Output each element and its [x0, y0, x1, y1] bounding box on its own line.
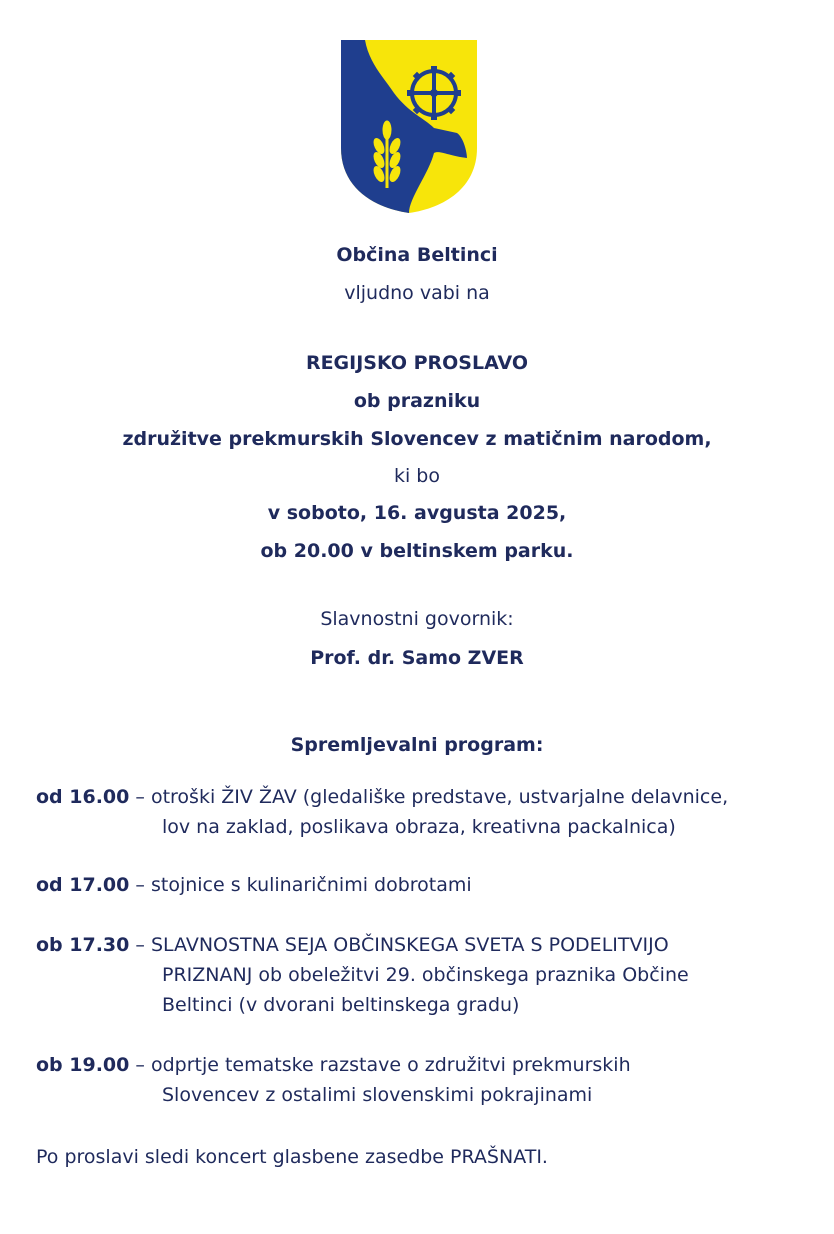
- event-title: REGIJSKO PROSLAVO: [305, 352, 529, 374]
- program-description-cont: Beltinci (v dvorani beltinskega gradu): [162, 994, 520, 1016]
- program-time: ob 19.00: [36, 1054, 130, 1076]
- program-item: ob 17.30 – SLAVNOSTNA SEJA OBČINSKEGA SVETA S PODELITVIJO: [36, 934, 669, 956]
- program-item: ob 19.00 – odprtje tematske razstave o združitvi prekmurskih: [36, 1054, 631, 1076]
- program-time: od 16.00: [36, 786, 130, 808]
- event-occasion: ob prazniku: [353, 390, 481, 412]
- event-occasion-detail: združitve prekmurskih Slovencev z matičnim narodom,: [122, 428, 712, 450]
- program-time: od 17.00: [36, 874, 130, 896]
- footer-note: Po proslavi sledi koncert glasbene zasedbe PRAŠNATI.: [36, 1146, 548, 1168]
- event-date: v soboto, 16. avgusta 2025,: [267, 502, 567, 524]
- program-description: odprtje tematske razstave o združitvi prekmurskih: [150, 1054, 631, 1076]
- program-description-cont: PRIZNANJ ob obeležitvi 29. občinskega praznika Občine: [162, 964, 689, 986]
- program-description: stojnice s kulinaričnimi dobrotami: [150, 874, 472, 896]
- coat-of-arms-logo: [339, 38, 479, 214]
- invitation-phrase: vljudno vabi na: [344, 282, 490, 304]
- program-description-cont: Slovencev z ostalimi slovenskimi pokrajinami: [162, 1084, 593, 1106]
- event-time-place: ob 20.00 v beltinskem parku.: [260, 540, 574, 562]
- program-heading: Spremljevalni program:: [290, 734, 544, 756]
- program-item: od 17.00 – stojnice s kulinaričnimi dobrotami: [36, 874, 472, 896]
- program-description: otroški ŽIV ŽAV (gledališke predstave, ustvarjalne delavnice,: [150, 786, 729, 808]
- program-description-cont: lov na zaklad, poslikava obraza, kreativna packalnica): [162, 816, 676, 838]
- municipality-name: Občina Beltinci: [336, 244, 498, 266]
- speaker-label: Slavnostni govornik:: [320, 608, 514, 630]
- program-item: od 16.00 – otroški ŽIV ŽAV (gledališke predstave, ustvarjalne delavnice,: [36, 786, 729, 808]
- speaker-name: Prof. dr. Samo ZVER: [310, 647, 524, 669]
- event-connector: ki bo: [393, 465, 440, 487]
- program-time: ob 17.30: [36, 934, 130, 956]
- program-description: SLAVNOSTNA SEJA OBČINSKEGA SVETA S PODELITVIJO: [150, 934, 669, 956]
